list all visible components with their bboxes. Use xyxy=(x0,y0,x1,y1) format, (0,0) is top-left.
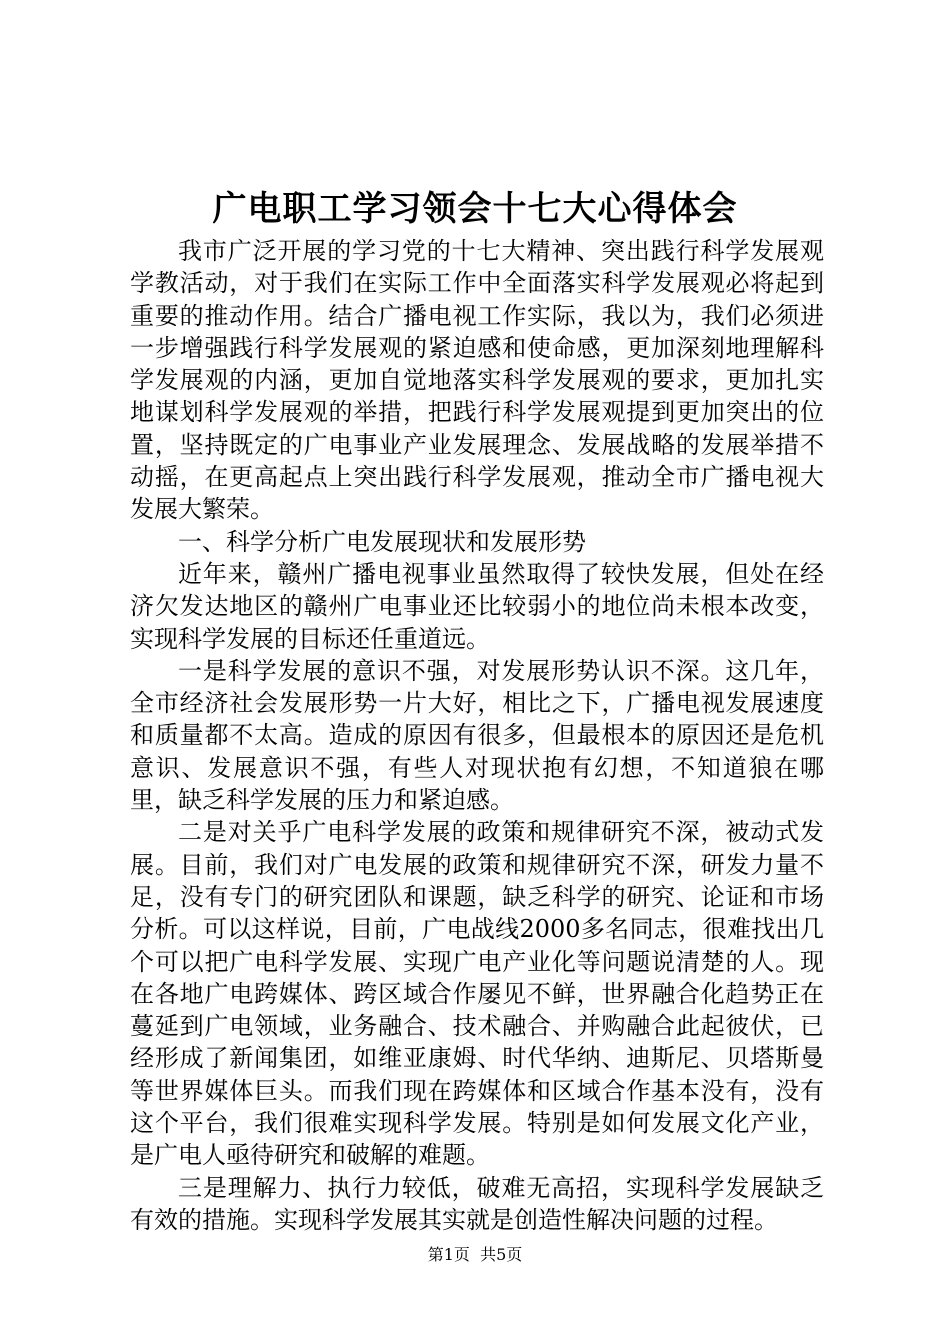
footer-separator xyxy=(470,1245,480,1264)
paragraph: 近年来，赣州广播电视事业虽然取得了较快发展，但处在经济欠发达地区的赣州广电事业还比较弱小的地位尚未根本改变，实现科学发展的目标还任重道远。 xyxy=(130,559,824,653)
page-total: 共5页 xyxy=(480,1245,523,1264)
paragraph: 三是理解力、执行力较低，破难无高招，实现科学发展缺乏有效的措施。实现科学发展其实就是创造性解决问题的过程。 xyxy=(130,1173,824,1234)
paragraph: 一是科学发展的意识不强，对发展形势认识不深。这几年，全市经济社会发展形势一片大好，相比之下，广播电视发展速度和质量都不太高。造成的原因有很多，但最根本的原因还是危机意识、发展意识不强，有些人对现状抱有幻想，不知道狼在哪里，缺乏科学发展的压力和紧迫感。 xyxy=(130,656,824,815)
document-title: 广电职工学习领会十七大心得体会 xyxy=(212,189,738,229)
paragraph: 二是对关乎广电科学发展的政策和规律研究不深，被动式发展。目前，我们对广电发展的政策和规律研究不深，研发力量不足，没有专门的研究团队和课题，缺乏科学的研究、论证和市场分析。可以这样说，目前，广电战线2000多名同志，很难找出几个可以把广电科学发展、实现广电产业化等问题说清楚的人。现在各地广电跨媒体、跨区域合作屡见不鲜，世界融合化趋势正在蔓延到广电领域，业务融合、技术融合、并购融合此起彼伏，已经形成了新闻集团，如维亚康姆、时代华纳、迪斯尼、贝塔斯曼等世界媒体巨头。而我们现在跨媒体和区域合作基本没有，没有这个平台，我们很难实现科学发展。特别是如何发展文化产业，是广电人亟待研究和破解的难题。 xyxy=(130,818,824,1170)
section-heading: 一、科学分析广电发展现状和发展形势 xyxy=(178,527,586,556)
document-body xyxy=(130,235,824,1236)
paragraph: 我市广泛开展的学习党的十七大精神、突出践行科学发展观学教活动，对于我们在实际工作中全面落实科学发展观必将起到重要的推动作用。结合广播电视工作实际，我以为，我们必须进一步增强践行科学发展观的紧迫感和使命感，更加深刻地理解科学发展观的内涵，更加自觉地落实科学发展观的要求，更加扎实地谋划科学发展观的举措，把践行科学发展观提到更加突出的位置，坚持既定的广电事业产业发展理念、发展战略的发展举措不动摇，在更高起点上突出践行科学发展观，推动全市广播电视大发展大繁荣。 xyxy=(130,237,824,524)
page-number: 第1页 xyxy=(427,1245,470,1264)
page-footer xyxy=(0,1243,950,1267)
